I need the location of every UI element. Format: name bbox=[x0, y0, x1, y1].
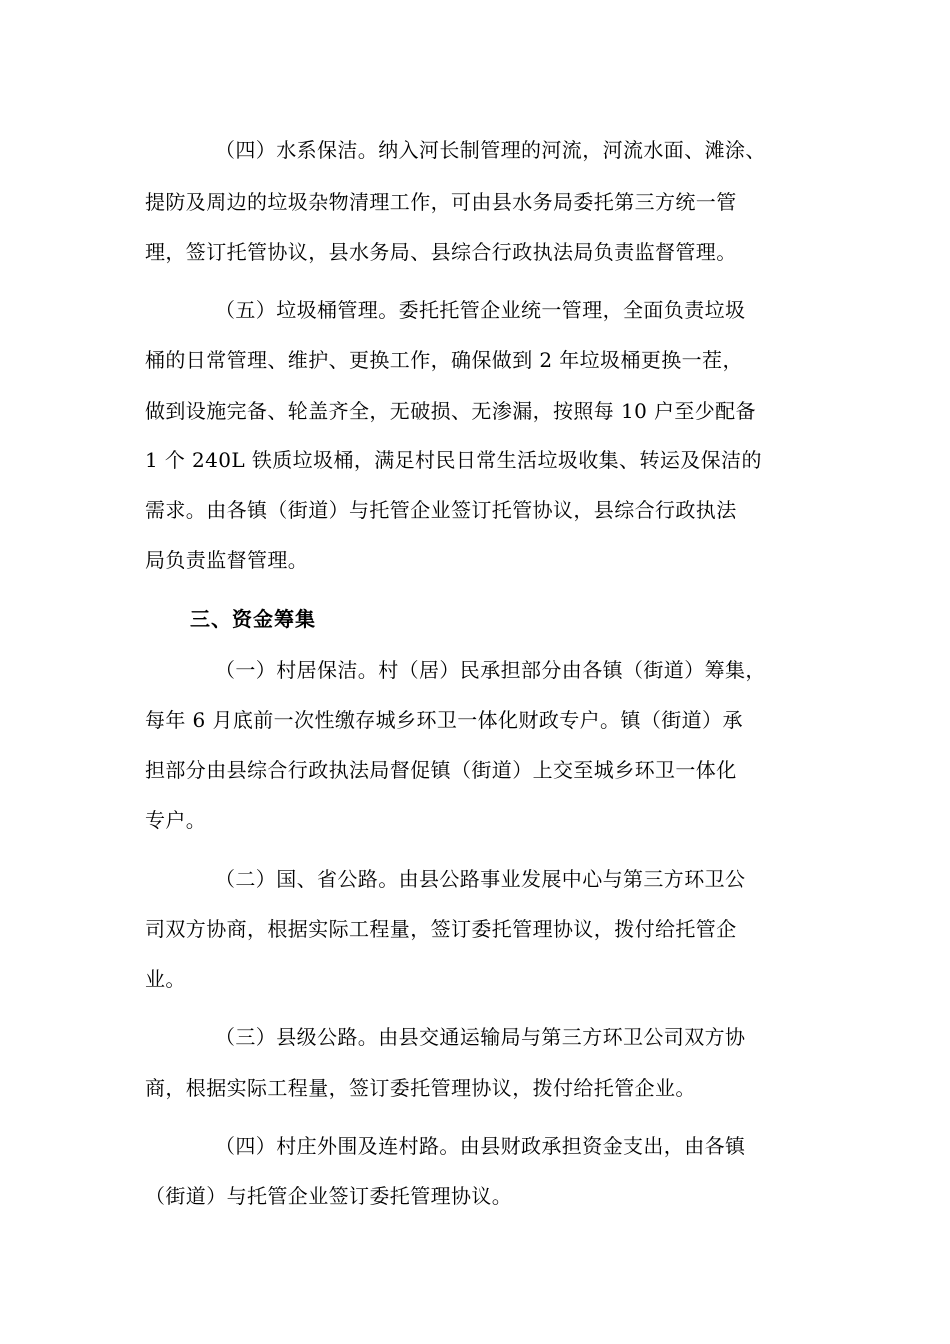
text-line: 局负责监督管理。 bbox=[145, 548, 309, 572]
bin-management-line bbox=[0, 394, 950, 428]
text-line: 业。 bbox=[145, 967, 186, 991]
text-line: 商，根据实际工程量，签订委托管理协议，拨付给托管企业。 bbox=[145, 1076, 696, 1100]
text-line: （三）县级公路。由县交通运输局与第三方环卫公司双方协 bbox=[215, 1025, 746, 1049]
county-road-funding-line bbox=[0, 1071, 950, 1105]
text-line: 需求。由各镇（街道）与托管企业签订托管协议，县综合行政执法 bbox=[145, 498, 737, 522]
text-line: 每年 6 月底前一次性缴存城乡环卫一体化财政专户。镇（街道）承 bbox=[145, 708, 743, 732]
text-line: （五）垃圾桶管理。委托托管企业统一管理，全面负责垃圾 bbox=[215, 298, 746, 322]
village-funding-line bbox=[0, 653, 950, 687]
bin-management-line bbox=[0, 293, 950, 327]
heading-text: 三、资金筹集 bbox=[190, 607, 316, 631]
water-cleaning-line bbox=[0, 235, 950, 269]
text-line: （街道）与托管企业签订委托管理协议。 bbox=[145, 1184, 513, 1208]
water-cleaning-line bbox=[0, 185, 950, 219]
bin-management-line bbox=[0, 443, 950, 477]
text-line: 提防及周边的垃圾杂物清理工作，可由县水务局委托第三方统一管 bbox=[145, 190, 737, 214]
outer-road-funding-line bbox=[0, 1179, 950, 1213]
village-funding-line bbox=[0, 753, 950, 787]
water-cleaning-line bbox=[0, 133, 950, 167]
text-line: 做到设施完备、轮盖齐全，无破损、无渗漏，按照每 10 户至少配备 bbox=[145, 399, 756, 423]
text-line: （四）水系保洁。纳入河长制管理的河流，河流水面、滩涂、 bbox=[215, 138, 766, 162]
national-road-funding-line bbox=[0, 862, 950, 896]
outer-road-funding-line bbox=[0, 1129, 950, 1163]
text-line: （四）村庄外围及连村路。由县财政承担资金支出，由各镇 bbox=[215, 1134, 746, 1158]
bin-management-line bbox=[0, 543, 950, 577]
section-heading bbox=[0, 602, 950, 636]
text-line: 桶的日常管理、维护、更换工作，确保做到 2 年垃圾桶更换一茬， bbox=[145, 348, 743, 372]
text-line: 专户。 bbox=[145, 808, 207, 832]
text-line: 司双方协商，根据实际工程量，签订委托管理协议，拨付给托管企 bbox=[145, 917, 737, 941]
text-line: 理，签订托管协议，县水务局、县综合行政执法局负责监督管理。 bbox=[145, 240, 737, 264]
village-funding-line bbox=[0, 703, 950, 737]
national-road-funding-line bbox=[0, 962, 950, 996]
text-line: （二）国、省公路。由县公路事业发展中心与第三方环卫公 bbox=[215, 867, 746, 891]
text-line: 担部分由县综合行政执法局督促镇（街道）上交至城乡环卫一体化 bbox=[145, 758, 737, 782]
village-funding-line bbox=[0, 803, 950, 837]
bin-management-line bbox=[0, 343, 950, 377]
national-road-funding-line bbox=[0, 912, 950, 946]
text-line: （一）村居保洁。村（居）民承担部分由各镇（街道）筹集， bbox=[215, 658, 766, 682]
county-road-funding-line bbox=[0, 1020, 950, 1054]
text-line: 1 个 240L 铁质垃圾桶，满足村民日常生活垃圾收集、转运及保洁的 bbox=[145, 448, 762, 472]
bin-management-line bbox=[0, 493, 950, 527]
